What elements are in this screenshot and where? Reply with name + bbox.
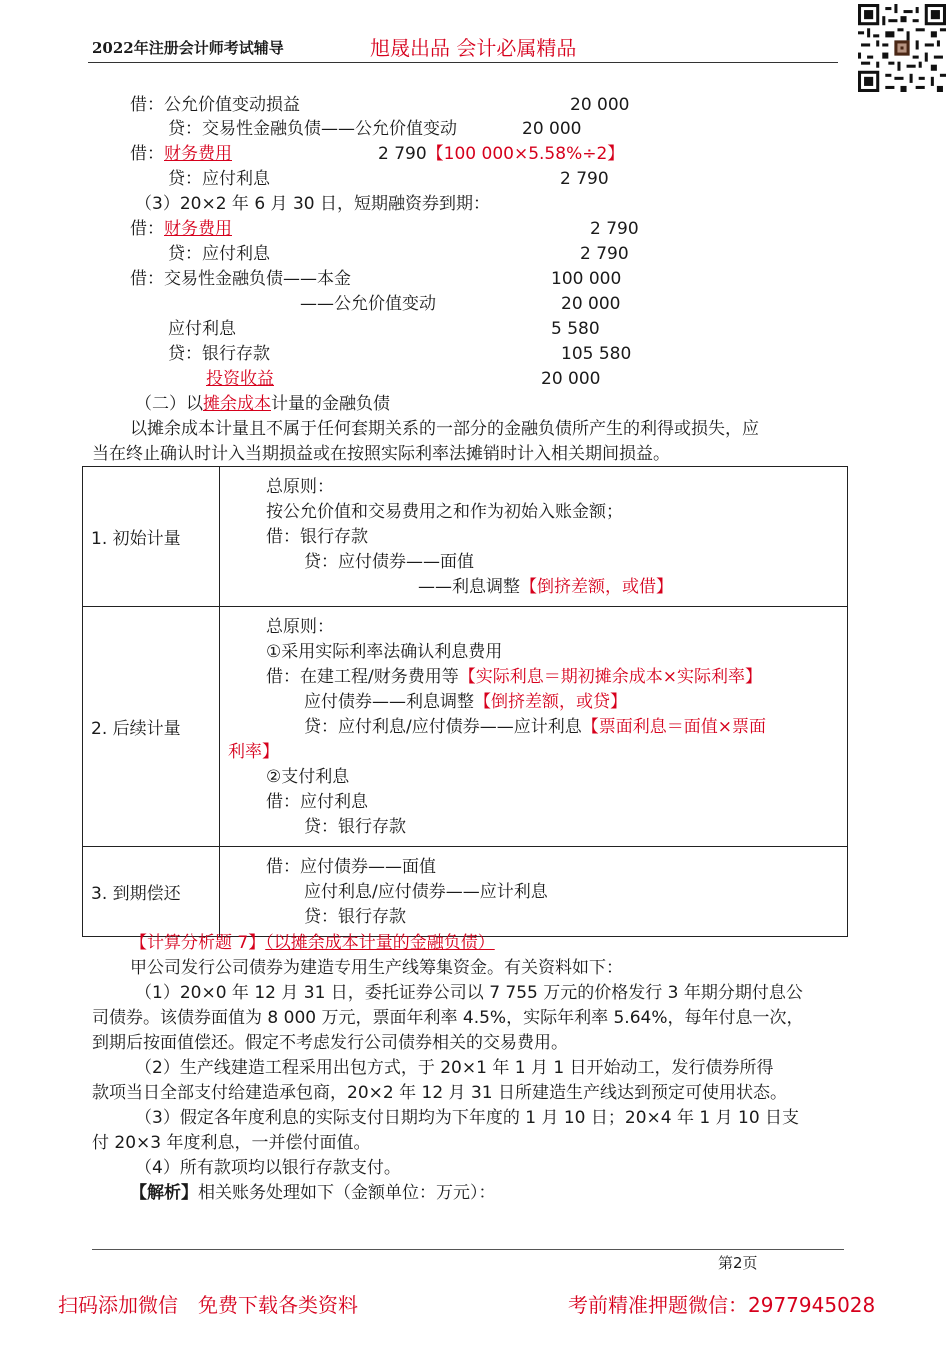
exercise-condition: 款项当日全部支付给建造承包商，20×2 年 12 月 31 日所建造生产线达到预定可使用状态。 [92, 1083, 787, 1103]
qr-code-icon [858, 4, 946, 92]
analysis-line: 【解析】相关账务处理如下（金额单位：万元）： [130, 1183, 496, 1203]
footer-divider [92, 1249, 612, 1250]
entry-line: 贷：交易性金融负债——公允价值变动 [168, 119, 457, 139]
entry-amount: 20 000 [541, 369, 601, 389]
table-row [83, 467, 848, 607]
exercise-condition: （1）20×0 年 12 月 31 日，委托证券公司以 7 755 万元的价格发行 3 年期分期付息公 [135, 983, 803, 1003]
exercise-condition: 司债券。该债券面值为 8 000 万元，票面年利率 4.5%，实际年利率 5.64%，每年付息一次， [92, 1008, 804, 1028]
exercise-condition: （3）假定各年度利息的实际支付日期均为下年度的 1 月 10 日；20×4 年 1 月 10 日支 [135, 1108, 800, 1128]
table-category: 1. 初始计量 [83, 467, 220, 607]
step-heading: （3）20×2 年 6 月 30 日，短期融资券到期： [135, 194, 490, 214]
measurement-table [82, 466, 848, 937]
entry-amount: 2 790 [560, 169, 609, 189]
exercise-intro: 甲公司发行公司债券为建造专用生产线筹集资金。有关资料如下： [130, 958, 623, 978]
entry-amount: 100 000 [551, 269, 622, 289]
entry-amount-note: 2 790【100 000×5.58%÷2】 [378, 144, 625, 164]
promo-right: 考前精准押题微信：2977945028 [568, 1293, 876, 1317]
exercise-condition: 到期后按面值偿还。假定不考虑发行公司债券相关的交易费用。 [92, 1033, 568, 1053]
entry-amount: 20 000 [522, 119, 582, 139]
table-category: 3. 到期偿还 [83, 847, 220, 937]
entry-amount: 2 790 [580, 244, 629, 264]
entry-amount: 105 580 [561, 344, 632, 364]
account-finance-expense: 财务费用 [164, 144, 232, 164]
entry-amount: 5 580 [551, 319, 600, 339]
entry-amount: 20 000 [561, 294, 621, 314]
table-body: 总原则： ①采用实际利率法确认利息费用 借：在建工程/财务费用等【实际利息＝期初摊余成本×实际利率】 应付债券——利息调整【倒挤差额，或贷】 贷：应付利息/应付债券——应计利息【票面利息＝面值×票面 利率】 ②支付利息 借：应付利息 贷：银行存款 [220, 607, 848, 847]
page-number: 第2页 [718, 1254, 758, 1272]
table-row [83, 607, 848, 847]
section-heading: （二）以摊余成本计量的金融负债 [135, 394, 390, 414]
account-finance-expense: 财务费用 [164, 219, 232, 239]
entry-line: 借：财务费用 [130, 219, 232, 239]
entry-line: 应付利息 [168, 319, 236, 339]
entry-line: 借：交易性金融负债——本金 [130, 269, 351, 289]
promo-left: 扫码添加微信 免费下载各类资料 [58, 1293, 358, 1317]
paragraph-line: 当在终止确认时计入当期损益或在按照实际利率法摊销时计入相关期间损益。 [92, 444, 670, 464]
table-body: 总原则： 按公允价值和交易费用之和作为初始入账金额； 借：银行存款 贷：应付债券——面值 ——利息调整【倒挤差额，或借】 [220, 467, 848, 607]
entry-line: 贷：应付利息 [168, 244, 270, 264]
entry-line: 借：财务费用 [130, 144, 232, 164]
entry-line: 借：公允价值变动损益 [130, 95, 300, 115]
footer-divider [612, 1249, 844, 1250]
entry-amount: 20 000 [570, 95, 630, 115]
entry-line: 贷：银行存款 [168, 344, 270, 364]
table-row [83, 847, 848, 937]
header-title: 2022年注册会计师考试辅导 [92, 39, 284, 57]
exercise-condition: （2）生产线建造工程采用出包方式，于 20×1 年 1 月 1 日开始动工，发行债券所得 [135, 1058, 774, 1078]
header-brand: 旭晟出品 会计必属精品 [370, 36, 577, 60]
exercise-condition: 付 20×3 年度利息，一并偿付面值。 [92, 1133, 371, 1153]
exercise-heading: 【计算分析题 7】（以摊余成本计量的金融负债） [130, 933, 495, 953]
paragraph-line: 以摊余成本计量且不属于任何套期关系的一部分的金融负债所产生的利得或损失，应 [130, 419, 759, 439]
table-body: 借：应付债券——面值 应付利息/应付债券——应计利息 贷：银行存款 [220, 847, 848, 937]
exercise-condition: （4）所有款项均以银行存款支付。 [135, 1158, 401, 1178]
entry-amount: 2 790 [590, 219, 639, 239]
header-divider [88, 62, 838, 63]
account-investment-income: 投资收益 [206, 369, 274, 389]
entry-line: ——公允价值变动 [300, 294, 436, 314]
entry-line: 贷：应付利息 [168, 169, 270, 189]
table-category: 2. 后续计量 [83, 607, 220, 847]
